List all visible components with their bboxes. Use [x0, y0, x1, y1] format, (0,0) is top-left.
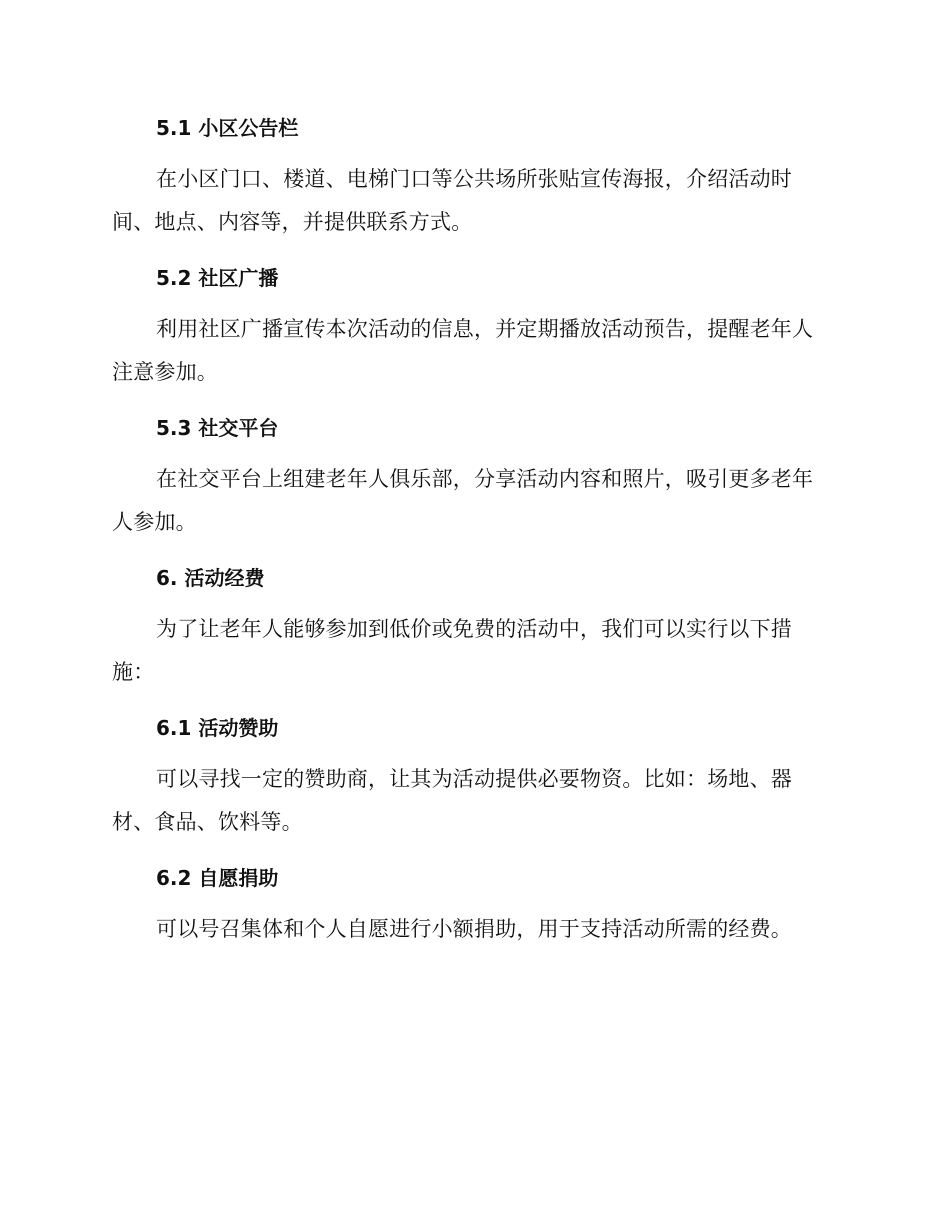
section-heading-6: 6. 活动经费 [156, 566, 265, 590]
section-heading-5-1: 5.1 小区公告栏 [156, 116, 299, 140]
section-heading-6-2: 6.2 自愿捐助 [156, 866, 279, 890]
document-body [112, 108, 832, 965]
section-paragraph-5-1: 在小区门口、楼道、电梯门口等公共场所张贴宣传海报，介绍活动时间、地点、内容等，并提供联系方式。 [112, 167, 792, 234]
section-paragraph-6: 为了让老年人能够参加到低价或免费的活动中，我们可以实行以下措施： [112, 617, 792, 684]
section-heading-5-2: 5.2 社区广播 [156, 266, 279, 290]
section-paragraph-6-1: 可以寻找一定的赞助商，让其为活动提供必要物资。比如：场地、器材、食品、饮料等。 [112, 767, 792, 834]
section-paragraph-5-3: 在社交平台上组建老年人俱乐部，分享活动内容和照片，吸引更多老年人参加。 [112, 467, 814, 534]
section-paragraph-6-2: 可以号召集体和个人自愿进行小额捐助，用于支持活动所需的经费。 [156, 917, 792, 941]
section-heading-5-3: 5.3 社交平台 [156, 416, 279, 440]
section-paragraph-5-2: 利用社区广播宣传本次活动的信息，并定期播放活动预告，提醒老年人注意参加。 [112, 317, 814, 384]
section-heading-6-1: 6.1 活动赞助 [156, 716, 279, 740]
